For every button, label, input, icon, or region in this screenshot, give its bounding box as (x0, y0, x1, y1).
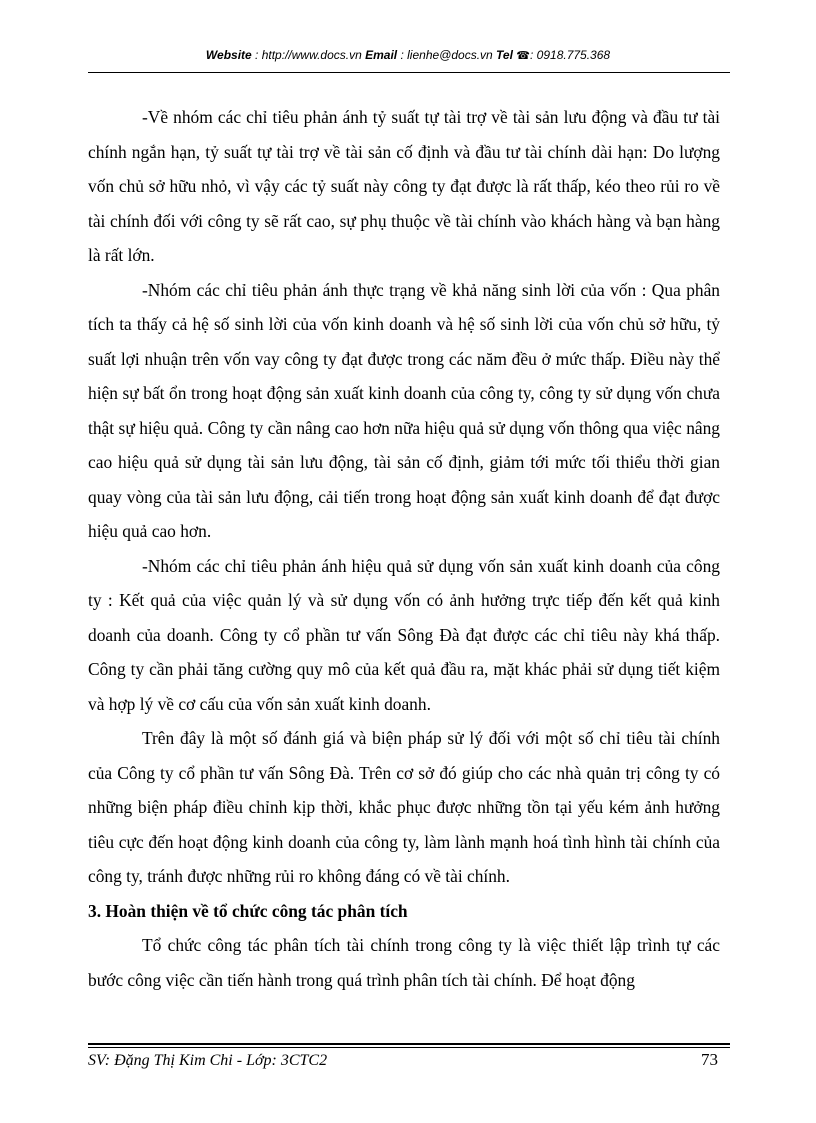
paragraph-3: -Nhóm các chỉ tiêu phản ánh hiệu quả sử dụng vốn sản xuất kinh doanh của công ty : Kết quả của việc quản lý và sử dụng vốn có ảnh hưởng trực tiếp đến kết quả kinh doanh của doanh. Công ty cổ phần tư vấn Sông Đà đạt được các chỉ tiêu này khá thấp. Công ty cần phải tăng cường quy mô của kết quả đầu ra, mặt khác phải sử dụng tiết kiệm và hợp lý về cơ cấu của vốn sản xuất kinh doanh. (88, 555, 720, 714)
email-value[interactable]: : lienhe@docs.vn (400, 48, 493, 62)
footer-divider (88, 1043, 730, 1045)
paragraph-1: -Về nhóm các chỉ tiêu phản ánh tỷ suất tự tài trợ về tài sản lưu động và đầu tư tài chính ngắn hạn, tỷ suất tự tài trợ về tài sản cố định và đầu tư tài chính dài hạn: Do lượng vốn chủ sở hữu nhỏ, vì vậy các tỷ suất này công ty đạt được là rất thấp, kéo theo rủi ro về tài chính đối với công ty sẽ rất cao, sự phụ thuộc về tài chính vào khách hàng và bạn hàng là rất lớn. (88, 107, 720, 265)
website-label: Website (205, 48, 252, 62)
website-value[interactable]: : http://www.docs.vn (255, 48, 362, 62)
paragraph-2: -Nhóm các chỉ tiêu phản ánh thực trạng về khả năng sinh lời của vốn : Qua phân tích ta thấy cả hệ số sinh lời của vốn kinh doanh và hệ số sinh lời của vốn chủ sở hữu, tỷ suất lợi nhuận trên vốn vay công ty đạt được trong các năm đều ở mức thấp. Điều này thể hiện sự bất ổn trong hoạt động sản xuất kinh doanh của công ty, công ty sử dụng vốn chưa thật sự hiệu quả. Công ty cần nâng cao hơn nữa hiệu quả sử dụng vốn thông qua việc nâng cao hiệu quả sử dụng tài sản lưu động, tài sản cố định, giảm tới mức tối thiểu thời gian quay vòng của tài sản lưu động, cải tiến trong hoạt động sản xuất kinh doanh để đạt được hiệu quả cao hơn. (88, 279, 720, 541)
tel-label: Tel (496, 48, 513, 62)
paragraph-5: Tổ chức công tác phân tích tài chính trong công ty là việc thiết lập trình tự các bước công việc cần tiến hành trong quá trình phân tích tài chính. Để hoạt động (88, 935, 720, 990)
page-header (0, 48, 816, 62)
page-number: 73 (701, 1050, 718, 1069)
email-label: Email (365, 48, 398, 62)
footer-author: SV: Đặng Thị Kim Chi - Lớp: 3CTC2 (88, 1052, 328, 1069)
footer-divider-thin (88, 1047, 730, 1048)
phone-icon: ☎ (516, 50, 530, 62)
paragraph-4: Trên đây là một số đánh giá và biện pháp sử lý đối với một số chỉ tiêu tài chính của Công ty cổ phần tư vấn Sông Đà. Trên cơ sở đó giúp cho các nhà quản trị công ty có những biện pháp điều chỉnh kịp thời, khắc phục được những tồn tại yếu kém ảnh hưởng tiêu cực đến hoạt động kinh doanh của công ty, làm lành mạnh hoá tình hình tài chính của công ty, tránh được những rủi ro không đáng có về tài chính. (88, 728, 720, 886)
document-body (88, 100, 720, 997)
section-heading: 3. Hoàn thiện về tổ chức công tác phân tích (88, 900, 408, 921)
header-divider (88, 72, 730, 73)
tel-value: : 0918.775.368 (530, 48, 611, 62)
